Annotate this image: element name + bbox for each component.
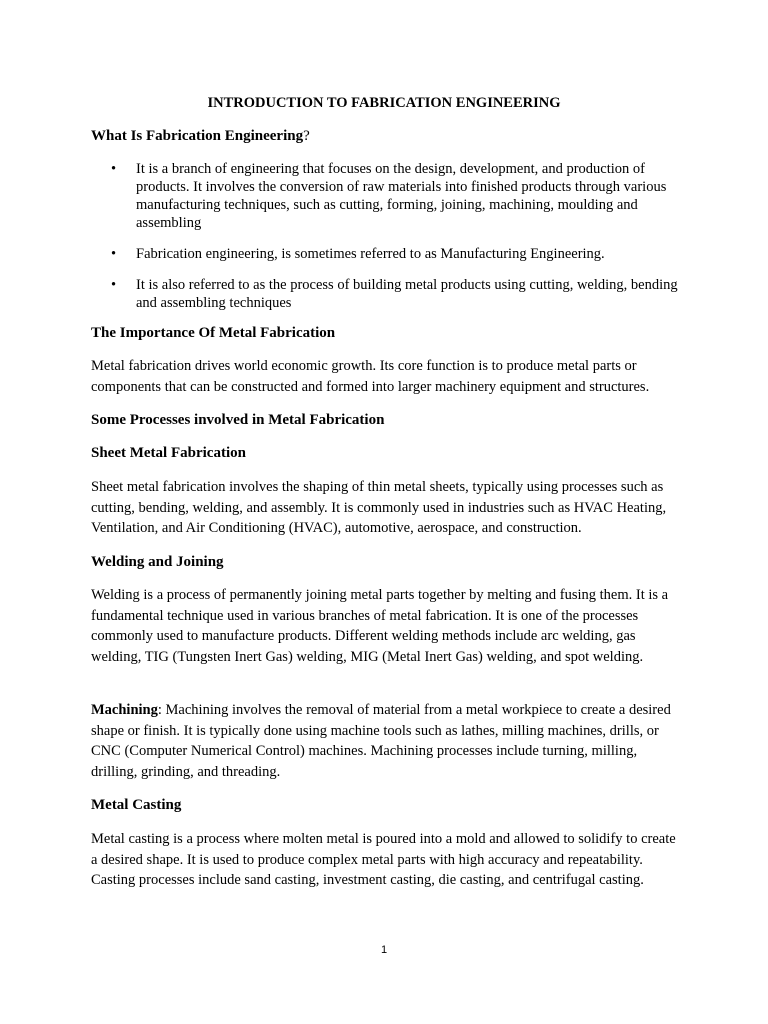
importance-heading: The Importance Of Metal Fabrication bbox=[91, 325, 336, 341]
welding-heading: Welding and Joining bbox=[91, 554, 224, 570]
list-item bbox=[91, 245, 691, 263]
welding-paragraph: Welding is a process of permanently joining metal parts together by melting and fusing them. It is a fundamental technique used in various branches of metal fabrication. It is one of the processes commonly used to manufacture products. Different welding methods include arc welding, gas welding, TIG (Tungsten Inert Gas) welding, MIG (Metal Inert Gas) welding, and spot welding. bbox=[91, 587, 669, 665]
processes-heading: Some Processes involved in Metal Fabrication bbox=[91, 412, 385, 428]
machining-text: : Machining involves the removal of material from a metal workpiece to create a desired shape or finish. It is typically done using machine tools such as lathes, milling machines, drills, or CNC (Computer Numerical Control) machines. Machining processes include turning, milling, drilling, grinding, and threading. bbox=[91, 702, 671, 780]
question-heading-bold: What Is Fabrication Engineering bbox=[91, 128, 304, 144]
bullet-icon: • bbox=[111, 277, 117, 293]
sheet-metal-paragraph: Sheet metal fabrication involves the shaping of thin metal sheets, typically using processes such as cutting, bending, welding, and assembly. It is commonly used in industries such as HVAC Heating, Ventilation, and Air Conditioning (HVAC), automotive, aerospace, and construction. bbox=[91, 479, 667, 536]
casting-paragraph: Metal casting is a process where molten metal is poured into a mold and allowed to solidify to create a desired shape. It is used to produce complex metal parts with high accuracy and repeatability. Casting processes include sand casting, investment casting, die casting, and centrifugal casting. bbox=[91, 831, 676, 888]
list-item-text: It is a branch of engineering that focuses on the design, development, and production of products. It involves the conversion of raw materials into finished products through various manufacturing techniques, such as cutting, forming, joining, machining, moulding and assembling bbox=[136, 161, 667, 231]
question-heading bbox=[91, 127, 310, 145]
sheet-metal-heading: Sheet Metal Fabrication bbox=[91, 445, 246, 461]
importance-paragraph: Metal fabrication drives world economic growth. Its core function is to produce metal parts or components that can be constructed and formed into larger machinery equipment and structures. bbox=[91, 358, 650, 395]
list-item bbox=[91, 276, 691, 312]
page-number: 1 bbox=[380, 944, 388, 956]
bullet-icon: • bbox=[111, 161, 117, 177]
document-title: INTRODUCTION TO FABRICATION ENGINEERING bbox=[207, 95, 561, 111]
definition-bullet-list bbox=[91, 160, 691, 325]
bullet-icon: • bbox=[111, 246, 117, 262]
casting-heading: Metal Casting bbox=[91, 797, 182, 813]
list-item-text: Fabrication engineering, is sometimes referred to as Manufacturing Engineering. bbox=[136, 246, 605, 262]
list-item-text: It is also referred to as the process of building metal products using cutting, welding, bending and assembling techniques bbox=[136, 277, 678, 311]
list-item bbox=[91, 160, 691, 232]
question-mark: ? bbox=[303, 128, 310, 144]
machining-paragraph bbox=[91, 700, 679, 782]
machining-label: Machining bbox=[91, 702, 158, 718]
